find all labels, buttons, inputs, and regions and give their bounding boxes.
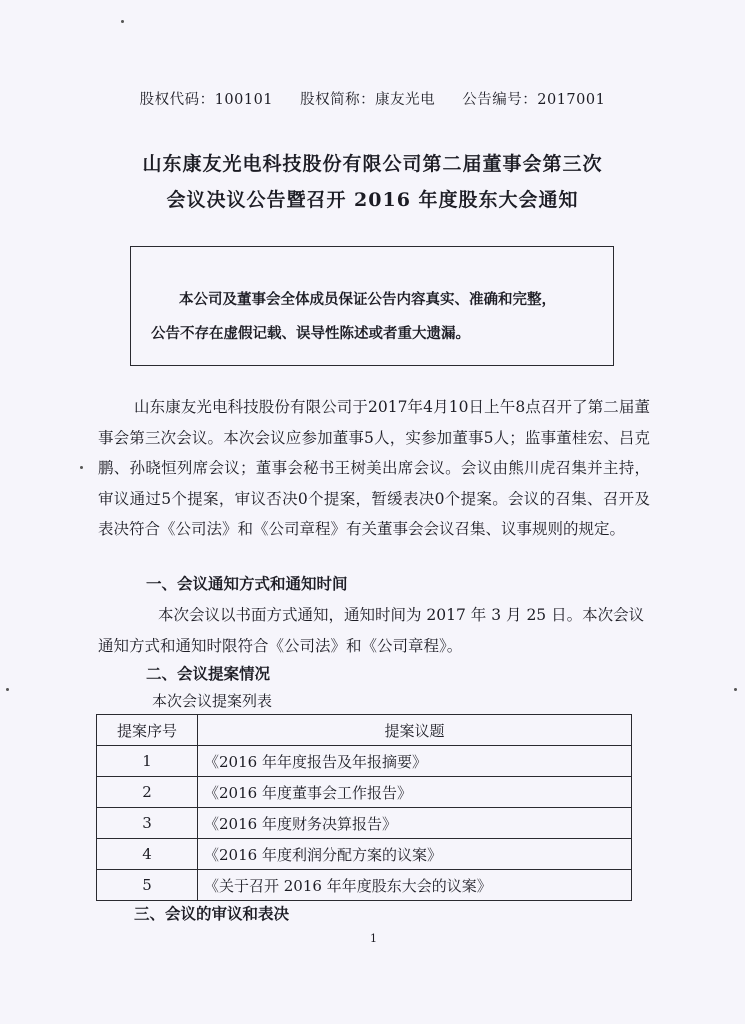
document-header <box>0 88 745 109</box>
table-header-row <box>97 715 632 746</box>
section-2-heading: 二、会议提案情况 <box>146 664 271 683</box>
proposal-title: 《关于召开 2016 年年度股东大会的议案》 <box>198 870 632 901</box>
proposal-no: 1 <box>97 746 198 777</box>
proposal-no: 5 <box>97 870 198 901</box>
proposal-title: 《2016 年年度报告及年报摘要》 <box>198 746 632 777</box>
scan-speck <box>734 688 737 691</box>
scan-speck <box>6 688 9 691</box>
proposals-table <box>96 714 632 901</box>
title-line-2: 会议决议公告暨召开 2016 年度股东大会通知 <box>166 189 579 211</box>
header-proposal-no: 提案序号 <box>97 715 198 746</box>
intro-paragraph: 山东康友光电科技股份有限公司于2017年4月10日上午8点召开了第二届董事会第三次会议。本次会议应参加董事5人，实参加董事5人；监事董桂宏、吕克鹏、孙晓恒列席会议；董事会秘书王树美出席会议。会议由熊川虎召集并主持，审议通过5个提案，审议否决0个提案，暂缓表决0个提案。会议的召集、召开及表决符合《公司法》和《公司章程》有关董事会会议召集、议事规则的规定。 <box>98 398 650 538</box>
section-3-heading: 三、会议的审议和表决 <box>134 904 290 923</box>
section-1-heading: 一、会议通知方式和通知时间 <box>146 574 348 593</box>
table-row <box>97 777 632 808</box>
notice-number: 公告编号：2017001 <box>462 92 606 108</box>
proposal-no: 3 <box>97 808 198 839</box>
equity-short-name: 股权简称：康友光电 <box>300 92 436 108</box>
disclaimer-line-1: 本公司及董事会全体成员保证公告内容真实、准确和完整， <box>179 291 556 308</box>
table-row <box>97 839 632 870</box>
equity-code: 股权代码：100101 <box>139 92 274 108</box>
table-caption: 本次会议提案列表 <box>152 692 273 710</box>
section-1-text: 本次会议以书面方式通知，通知时间为 2017 年 3 月 25 日。本次会议通知方式和通知时限符合《公司法》和《公司章程》。 <box>98 606 645 655</box>
proposal-title: 《2016 年度利润分配方案的议案》 <box>198 839 632 870</box>
table-row <box>97 746 632 777</box>
table-row <box>97 808 632 839</box>
table-row <box>97 870 632 901</box>
proposal-title: 《2016 年度董事会工作报告》 <box>198 777 632 808</box>
document-title <box>0 146 745 218</box>
disclaimer-box <box>130 246 614 366</box>
scan-speck <box>80 466 83 469</box>
proposal-no: 4 <box>97 839 198 870</box>
proposal-no: 2 <box>97 777 198 808</box>
title-line-1: 山东康友光电科技股份有限公司第二届董事会第三次 <box>142 153 603 175</box>
disclaimer-line-2: 公告不存在虚假记载、误导性陈述或者重大遗漏。 <box>151 325 470 342</box>
scan-speck <box>121 20 124 23</box>
header-proposal-title: 提案议题 <box>198 715 632 746</box>
page-number: 1 <box>370 932 377 945</box>
proposal-title: 《2016 年度财务决算报告》 <box>198 808 632 839</box>
